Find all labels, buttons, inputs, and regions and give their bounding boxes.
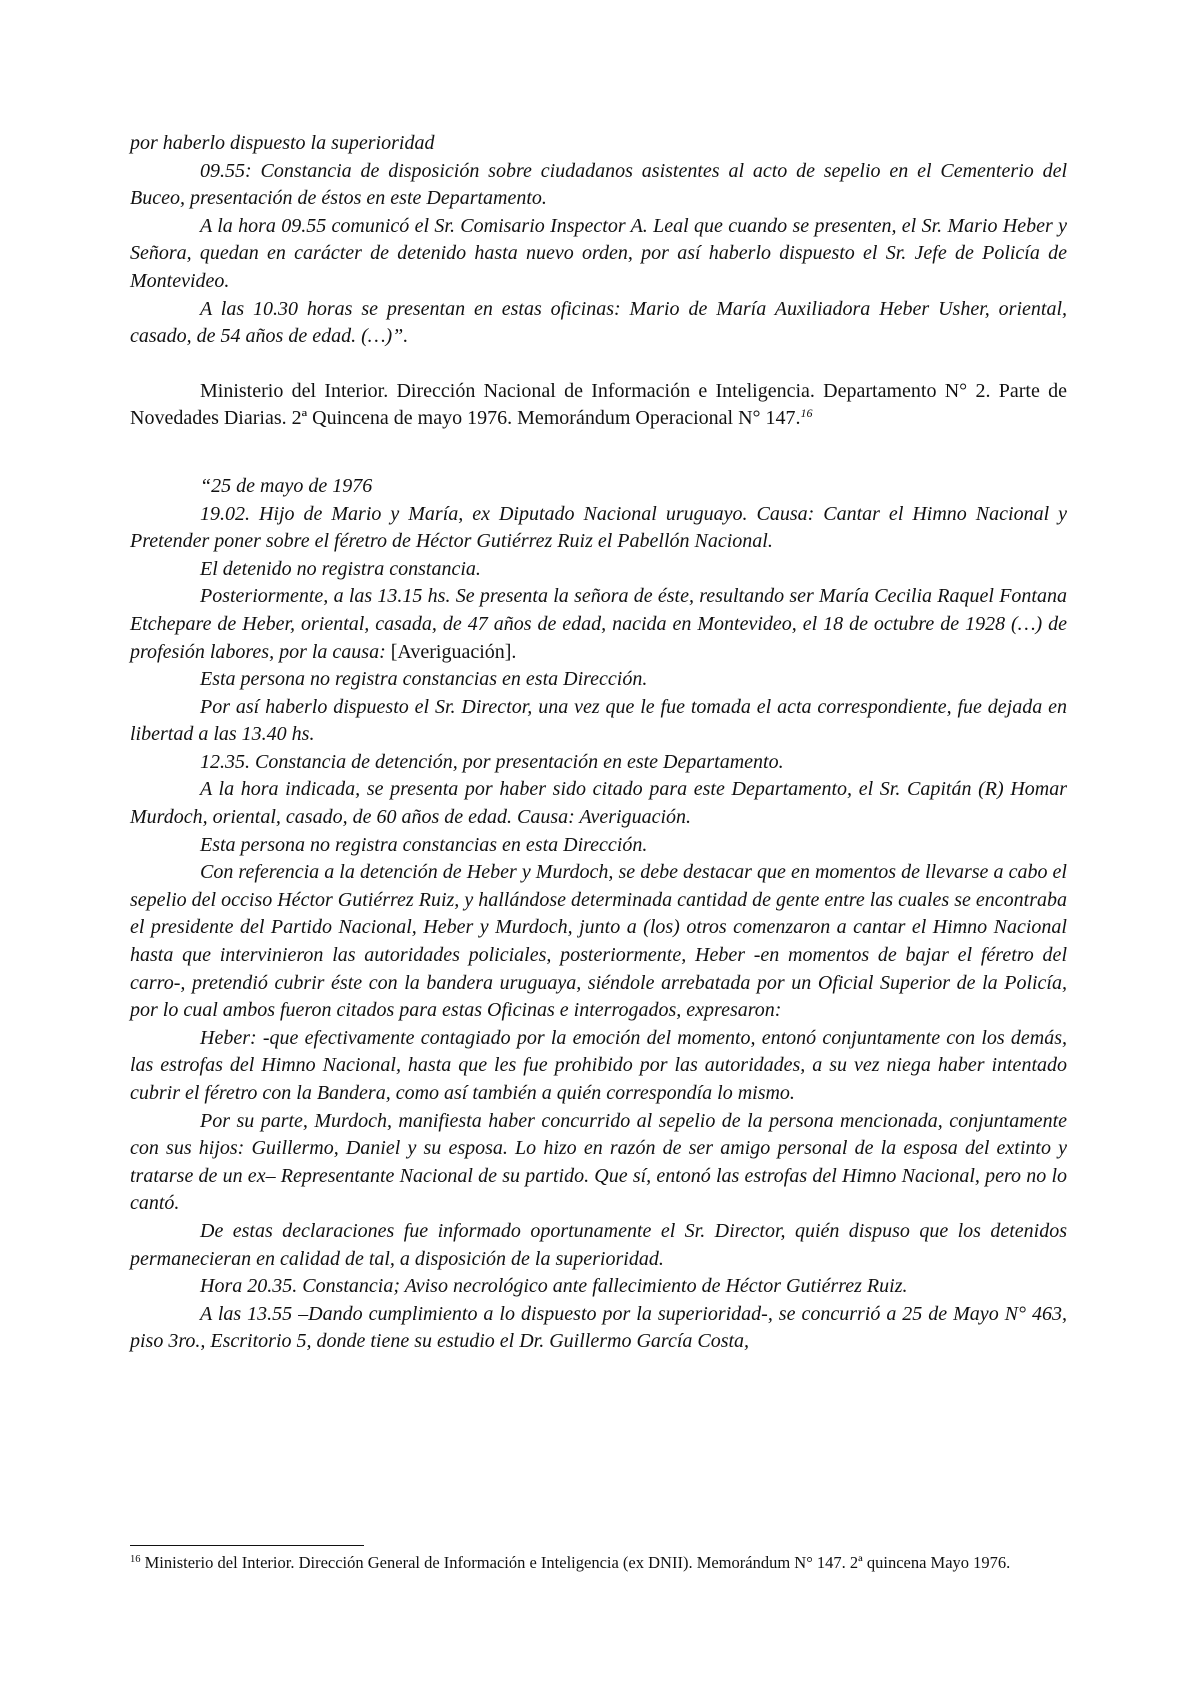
paragraph-15: Con referencia a la detención de Heber y Murdoch, se debe destacar que en momentos de llevarse a cabo el sepelio del occiso Héctor Gutiérrez Ruiz, y hallándose determinada cantidad de gente entre las cuales se encontraba el presidente del Partido Nacional, Heber y Murdoch, junto a (los) otros comenzaron a cantar el Himno Nacional hasta que intervinieron las autoridades policiales, posteriormente, Heber -en momentos de bajar el féretro del carro-, pretendió cubrir éste con la bandera uruguaya, siéndole arrebatada por un Oficial Superior de la Policía, por lo cual ambos fueron citados para estas Oficinas e interrogados, expresaron: [130, 861, 1067, 1022]
paragraph-17: Por su parte, Murdoch, manifiesta haber concurrido al sepelio de la persona mencionada, conjuntamente con sus hijos: Guillermo, Daniel y su esposa. Lo hizo en razón de ser amigo personal de la esposa del extinto y tratarse de un ex– Representante Nacional de su partido. Que sí, entonó las estrofas del Himno Nacional, pero no lo cantó. [130, 1109, 1067, 1215]
paragraph-12: 12.35. Constancia de detención, por presentación en este Departamento. [200, 750, 784, 773]
source-citation-text: Ministerio del Interior. Dirección Nacional de Información e Inteligencia. Departamento N° 2. Parte de Novedades Diarias. 2ª Quincena de mayo 1976. Memorándum Operacional N° 147. [130, 379, 1067, 430]
paragraph-date: “25 de mayo de 1976 [200, 474, 373, 497]
paragraph-11: Por así haberlo dispuesto el Sr. Director, una vez que le fue tomada el acta correspondiente, fue dejada en libertad a las 13.40 hs. [130, 695, 1067, 746]
paragraph-9-italic: Posteriormente, a las 13.15 hs. Se presenta la señora de éste, resultando ser María Cecilia Raquel Fontana Etchepare de Heber, oriental, casada, de 47 años de edad, nacida en Montevideo, el 18 de octubre de 1928 (…) de profesión labores, por la causa: [130, 585, 1067, 663]
footnote-divider [130, 1545, 364, 1546]
paragraph-13: A la hora indicada, se presenta por haber sido citado para este Departamento, el Sr. Capitán (R) Homar Murdoch, oriental, casado, de 60 años de edad. Causa: Averiguación. [130, 778, 1067, 829]
footnote [130, 1552, 1067, 1574]
paragraph-7: 19.02. Hijo de Mario y María, ex Diputado Nacional uruguayo. Causa: Cantar el Himno Nacional y Pretender poner sobre el féretro de Héctor Gutiérrez Ruiz el Pabellón Nacional. [130, 502, 1067, 553]
paragraph-3: A la hora 09.55 comunicó el Sr. Comisario Inspector A. Leal que cuando se presenten, el Sr. Mario Heber y Señora, quedan en carácter de detenido hasta nuevo orden, por así haberlo dispuesto el Sr. Jefe de Policía de Montevideo. [130, 214, 1067, 292]
paragraph-10: Esta persona no registra constancias en esta Dirección. [200, 668, 648, 691]
paragraph-8: El detenido no registra constancia. [200, 557, 481, 580]
source-citation [130, 378, 1067, 433]
paragraph-14: Esta persona no registra constancias en esta Dirección. [200, 833, 648, 856]
paragraph-16: Heber: -que efectivamente contagiado por la emoción del momento, entonó conjuntamente con los demás, las estrofas del Himno Nacional, hasta que les fue prohibido por las autoridades, a su vez niega haber intentado cubrir el féretro con la Bandera, como así también a quién correspondía lo mismo. [130, 1026, 1067, 1104]
paragraph-1: por haberlo dispuesto la superioridad [130, 132, 435, 154]
paragraph-2: 09.55: Constancia de disposición sobre ciudadanos asistentes al acto de sepelio en el Cementerio del Buceo, presentación de éstos en este Departamento. [130, 159, 1067, 210]
footnote-reference: 16 [800, 406, 813, 421]
paragraph-19: Hora 20.35. Constancia; Aviso necrológico ante fallecimiento de Héctor Gutiérrez Ruiz. [200, 1275, 908, 1298]
body-text [130, 130, 1067, 1356]
paragraph-4: A las 10.30 horas se presentan en estas oficinas: Mario de María Auxiliadora Heber Usher, oriental, casado, de 54 años de edad. (…)”. [130, 297, 1067, 348]
paragraph-18: De estas declaraciones fue informado oportunamente el Sr. Director, quién dispuso que los detenidos permanecieran en calidad de tal, a disposición de la superioridad. [130, 1219, 1067, 1270]
paragraph-9 [130, 583, 1067, 666]
footnote-number: 16 [130, 1554, 141, 1565]
paragraph-9-normal: [Averiguación]. [390, 640, 517, 663]
footnote-text: Ministerio del Interior. Dirección General de Información e Inteligencia (ex DNII). Memorándum N° 147. 2ª quincena Mayo 1976. [144, 1553, 1011, 1572]
paragraph-20: A las 13.55 –Dando cumplimiento a lo dispuesto por la superioridad-, se concurrió a 25 de Mayo N° 463, piso 3ro., Escritorio 5, donde tiene su estudio el Dr. Guillermo García Costa, [130, 1302, 1067, 1353]
